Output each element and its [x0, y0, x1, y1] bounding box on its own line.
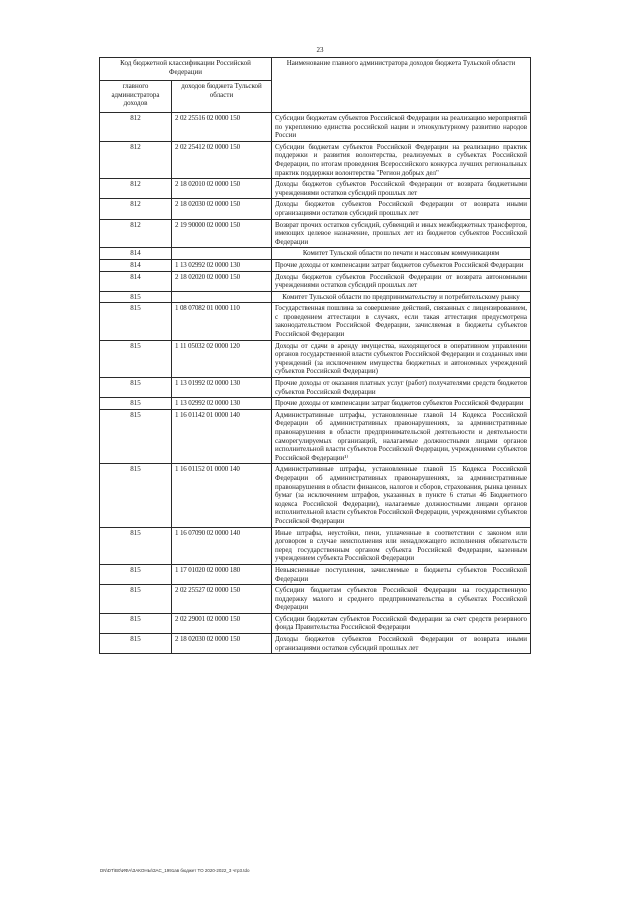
income-code-cell: 1 13 02992 02 0000 130	[172, 259, 272, 271]
income-code-cell: 1 13 01992 02 0000 130	[172, 378, 272, 398]
income-name-cell: Субсидии бюджетам субъектов Российской Федерации на государственную поддержку малого и среднего предпринимательства в субъектах Российской Федерации	[272, 585, 531, 614]
admin-code-cell: 815	[100, 564, 172, 584]
page-number: 23	[316, 46, 324, 54]
income-name-cell: Административные штрафы, установленные главой 15 Кодекса Российской Федерации об административных правонарушениях, за административные правонарушения в области финансов, налогов и сборов, страхования, рынка ценных бумаг (за исключением штрафов, указанных в пункте 6 статьи 46 Бюджетного кодекса Российской Федерации), налагаемые должностными лицами органов исполнительной власти субъектов Российской Федерации, учреждениями субъектов Российской Федерации	[272, 464, 531, 527]
table-row	[100, 259, 531, 271]
admin-code-cell: 815	[100, 634, 172, 654]
table-row	[100, 527, 531, 564]
section-row	[100, 248, 531, 260]
header-name-column: Наименование главного администратора доходов бюджета Тульской области	[272, 58, 531, 113]
table-row	[100, 585, 531, 614]
admin-code-cell: 812	[100, 199, 172, 219]
table-row	[100, 378, 531, 398]
empty-code-cell	[172, 248, 272, 260]
income-name-cell: Доходы бюджетов субъектов Российской Федерации от возврата автономными учреждениями остатков субсидий прошлых лет	[272, 271, 531, 291]
table-row	[100, 398, 531, 410]
income-name-cell: Административные штрафы, установленные главой 14 Кодекса Российской Федерации об административных правонарушениях, за административные правонарушения в области предпринимательской деятельности и деятельности саморегулируемых организаций, налагаемые должностными лицами органов исполнительной власти субъектов Российской Федерации, учреждениями субъектов Российской Федерации¹⁾	[272, 409, 531, 464]
income-name-cell: Субсидии бюджетам субъектов Российской Федерации за счет средств резервного фонда Правительства Российской Федерации	[272, 613, 531, 633]
table-row	[100, 409, 531, 464]
income-code-cell: 2 18 02030 02 0000 150	[172, 199, 272, 219]
income-code-cell: 2 18 02010 02 0000 150	[172, 179, 272, 199]
income-name-cell: Доходы бюджетов субъектов Российской Федерации от возврата бюджетными учреждениями остатков субсидий прошлых лет	[272, 179, 531, 199]
income-code-cell: 1 13 02992 02 0000 130	[172, 398, 272, 410]
admin-code-cell: 815	[100, 398, 172, 410]
income-code-cell: 2 02 25412 02 0000 150	[172, 141, 272, 178]
admin-code-cell: 812	[100, 219, 172, 248]
header-income-column: доходов бюджета Тульской области	[172, 81, 272, 113]
admin-code-cell: 815	[100, 527, 172, 564]
admin-code-cell: 815	[100, 409, 172, 464]
header-kbk-group: Код бюджетной классификации Российской Федерации	[100, 58, 272, 81]
admin-code-cell: 812	[100, 179, 172, 199]
section-title-cell: Комитет Тульской области по печати и массовым коммуникациям	[272, 248, 531, 260]
income-code-cell: 2 02 25527 02 0000 150	[172, 585, 272, 614]
table-row	[100, 271, 531, 291]
admin-code-cell: 815	[100, 378, 172, 398]
income-name-cell: Прочие доходы от оказания платных услуг (работ) получателями средств бюджетов субъектов Российской Федерации	[272, 378, 531, 398]
admin-code-cell: 815	[100, 464, 172, 527]
table-row	[100, 199, 531, 219]
income-name-cell: Доходы бюджетов субъектов Российской Федерации от возврата иными организациями остатков субсидий прошлых лет	[272, 199, 531, 219]
table-row	[100, 564, 531, 584]
table-row	[100, 141, 531, 178]
table-body	[100, 113, 531, 654]
income-code-cell: 2 18 02030 02 0000 150	[172, 634, 272, 654]
income-name-cell: Доходы бюджетов субъектов Российской Федерации от возврата иными организациями остатков субсидий прошлых лет	[272, 634, 531, 654]
income-code-cell: 1 11 05032 02 0000 120	[172, 340, 272, 377]
income-code-cell: 2 02 29001 02 0000 150	[172, 613, 272, 633]
income-code-cell: 1 17 01020 02 0000 180	[172, 564, 272, 584]
income-name-cell: Прочие доходы от компенсации затрат бюджетов субъектов Российской Федерации	[272, 398, 531, 410]
admin-code-cell: 815	[100, 291, 172, 303]
admin-code-cell: 814	[100, 259, 172, 271]
admin-code-cell: 814	[100, 248, 172, 260]
table-row	[100, 613, 531, 633]
table-row	[100, 113, 531, 142]
income-code-cell: 2 18 02020 02 0000 150	[172, 271, 272, 291]
income-name-cell: Субсидии бюджетам субъектов Российской Федерации на реализацию мероприятий по укреплению единства российской нации и этнокультурному развитию народов России	[272, 113, 531, 142]
admin-code-cell: 815	[100, 303, 172, 340]
empty-code-cell	[172, 291, 272, 303]
admin-code-cell: 815	[100, 613, 172, 633]
table-row	[100, 464, 531, 527]
footer-file-path: DN\DT\B0\ИФА\ЗАКОНЫ\ЗАС_1991ав бюджет ТО 2020-2022_3 чтр3.tdo	[100, 868, 250, 873]
admin-code-cell: 814	[100, 271, 172, 291]
income-name-cell: Субсидии бюджетам субъектов Российской Федерации на реализацию практик поддержки и развития волонтерства, реализуемых в субъектах Российской Федерации, по итогам проведения Всероссийского конкурса лучших региональных практик поддержки волонтерства "Регион добрых дел"	[272, 141, 531, 178]
admin-code-cell: 815	[100, 340, 172, 377]
table-row	[100, 634, 531, 654]
income-name-cell: Государственная пошлина за совершение действий, связанных с лицензированием, с проведением аттестации в случаях, если такая аттестация предусмотрена законодательством Российской Федерации, зачисляемая в бюджеты субъектов Российской Федерации	[272, 303, 531, 340]
section-title-cell: Комитет Тульской области по предпринимательству и потребительскому рынку	[272, 291, 531, 303]
income-administrators-table	[99, 57, 531, 654]
admin-code-cell: 815	[100, 585, 172, 614]
table-row	[100, 179, 531, 199]
income-code-cell: 1 16 07090 02 0000 140	[172, 527, 272, 564]
admin-code-cell: 812	[100, 141, 172, 178]
income-name-cell: Возврат прочих остатков субсидий, субвенций и иных межбюджетных трансфертов, имеющих целевое назначение, прошлых лет из бюджетов субъектов Российской Федерации	[272, 219, 531, 248]
header-admin-column: главного администратора доходов	[100, 81, 172, 113]
table-row	[100, 340, 531, 377]
income-name-cell: Иные штрафы, неустойки, пени, уплаченные в соответствии с законом или договором в случае неисполнения или ненадлежащего исполнения обязательств перед государственным органом субъекта Российской Федерации, казенным учреждением субъекта Российской Федерации	[272, 527, 531, 564]
income-code-cell: 2 19 90000 02 0000 150	[172, 219, 272, 248]
admin-code-cell: 812	[100, 113, 172, 142]
income-code-cell: 1 08 07082 01 0000 110	[172, 303, 272, 340]
table-row	[100, 219, 531, 248]
income-name-cell: Невыясненные поступления, зачисляемые в бюджеты субъектов Российской Федерации	[272, 564, 531, 584]
table-row	[100, 303, 531, 340]
table-header	[100, 58, 531, 113]
income-code-cell: 1 16 01152 01 0000 140	[172, 464, 272, 527]
income-code-cell: 2 02 25516 02 0000 150	[172, 113, 272, 142]
section-row	[100, 291, 531, 303]
income-name-cell: Прочие доходы от компенсации затрат бюджетов субъектов Российской Федерации	[272, 259, 531, 271]
income-name-cell: Доходы от сдачи в аренду имущества, находящегося в оперативном управлении органов государственной власти субъектов Российской Федерации и созданных ими учреждений (за исключением имущества бюджетных и автономных учреждений субъектов Российской Федерации)	[272, 340, 531, 377]
income-code-cell: 1 16 01142 01 0000 140	[172, 409, 272, 464]
